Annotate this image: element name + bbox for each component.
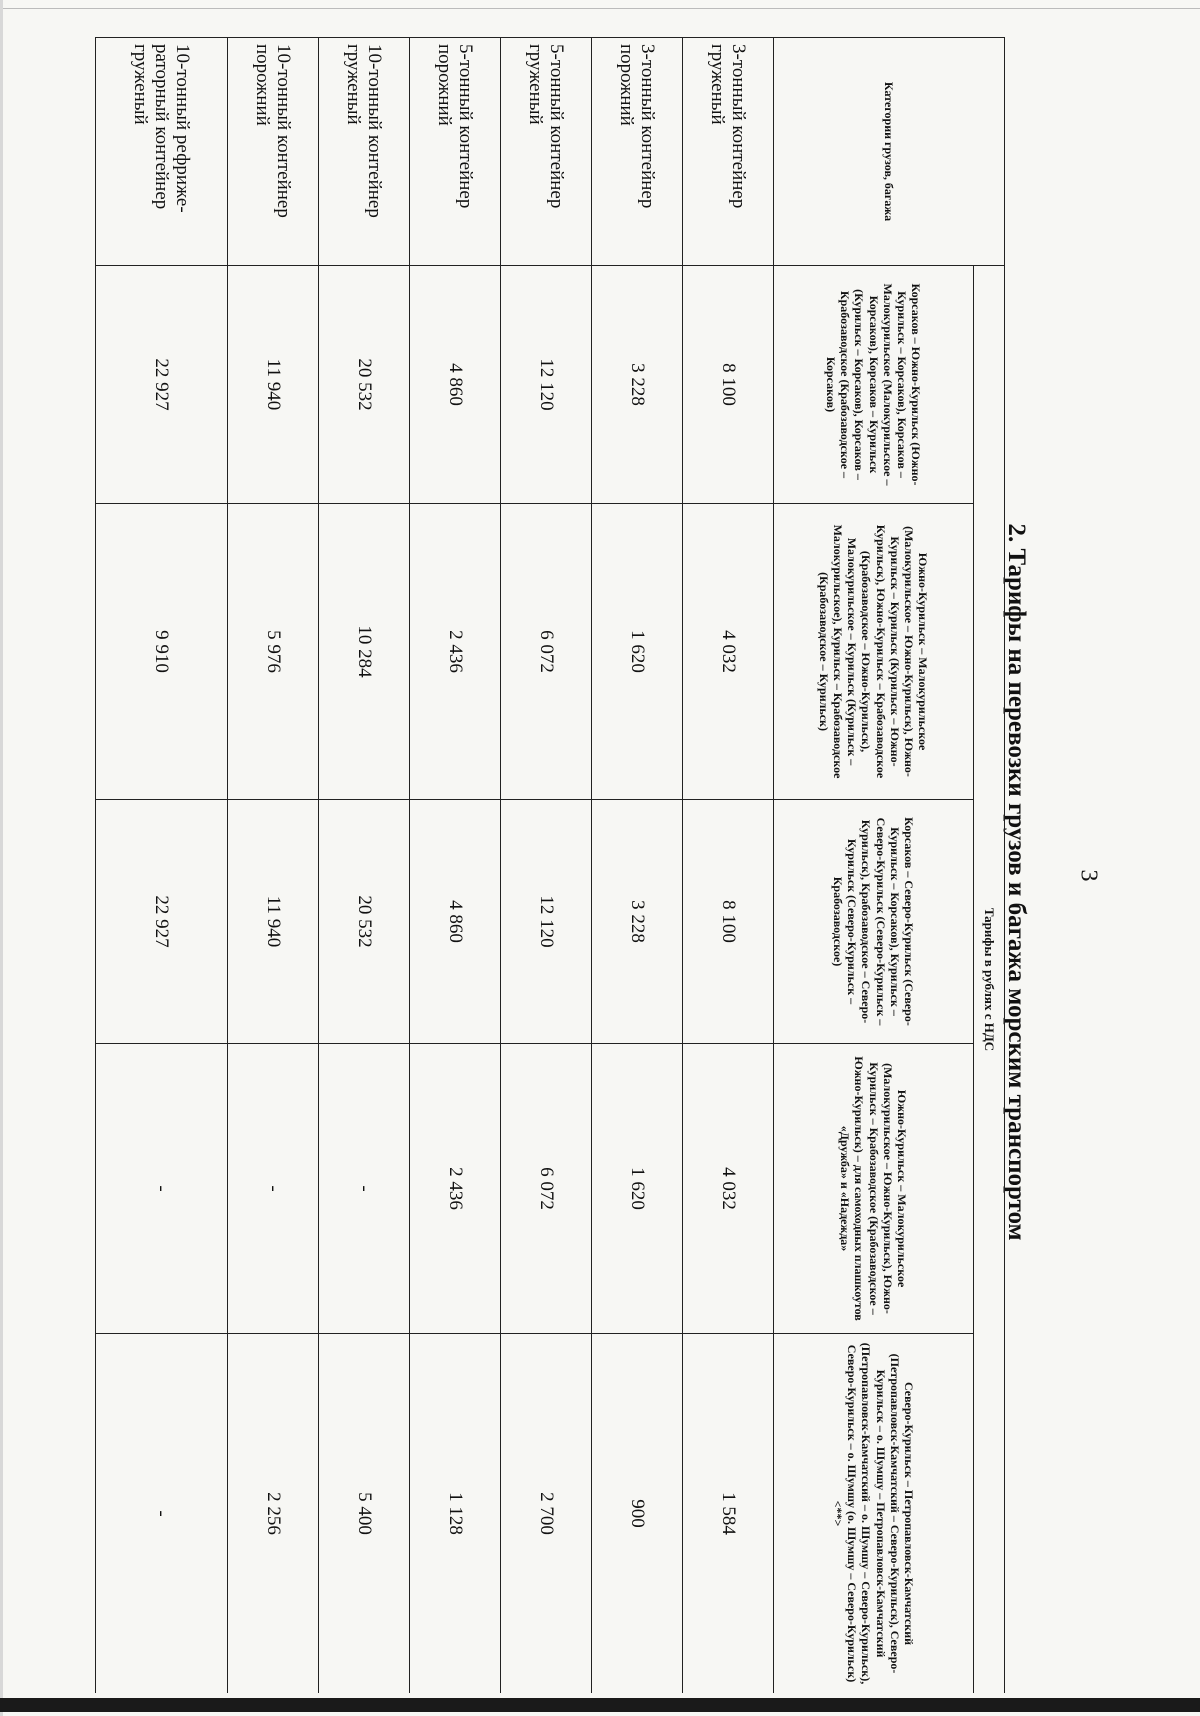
tariff-cell: 22 927 <box>96 266 228 504</box>
tariff-cell: 10 284 <box>318 504 409 800</box>
tariff-table <box>95 37 1005 1693</box>
table-row <box>96 38 228 1694</box>
tariff-cell: 12 120 <box>500 266 591 504</box>
tariff-cell: - <box>96 1334 228 1694</box>
document-title: 2. Тарифы на перевозки грузов и багажа морским транспортом <box>1003 523 1030 1241</box>
tariff-cell: 6 072 <box>500 504 591 800</box>
tariff-cell: 3 228 <box>591 266 682 504</box>
category-cell: 10-тонный контейнер порожний <box>227 38 318 266</box>
tariff-cell: 1 620 <box>591 1044 682 1334</box>
tariff-cell: 5 400 <box>318 1334 409 1694</box>
route-header: Корсаков – Северо-Курильск (Северо-Курильск – Корсаков), Курильск – Северо-Курильск (Северо-Курильск – Курильск), Крабозаводское – Северо-Курильск (Северо-Курильск – Крабозаводское) <box>774 800 974 1044</box>
table-row <box>682 38 773 1694</box>
route-header: Южно-Курильск – Малокурильское (Малокурильское – Южно-Курильск), Южно-Курильск – Крабозаводское (Крабозаводское – Южно-Курильск) – для самоходных плашкоутов «Дружба» и «Надежда» <box>774 1044 974 1334</box>
tariff-cell: 1 620 <box>591 504 682 800</box>
tariff-cell: 4 032 <box>682 504 773 800</box>
tariff-cell: 9 910 <box>96 504 228 800</box>
tariff-cell: 4 860 <box>409 800 500 1044</box>
tariff-cell: 20 532 <box>318 266 409 504</box>
tariff-cell: 2 256 <box>227 1334 318 1694</box>
tariff-cell: - <box>318 1044 409 1334</box>
tariff-cell: 4 860 <box>409 266 500 504</box>
tariff-cell: 1 584 <box>682 1334 773 1694</box>
route-header: Северо-Курильск – Петропавловск-Камчатский (Петропавловск-Камчатский – Северо-Курильск), Северо-Курильск – о. Шумшу – Петропавловск-Камчатский (Петропавловск-Камчатский – о. Шумшу – Северо-Курильск), Северо-Курильск – о. Шумшу (о. Шумшу – Северо-Курильск)<**> <box>774 1334 974 1694</box>
tariff-cell: 2 436 <box>409 504 500 800</box>
table-row <box>409 38 500 1694</box>
tariff-cell: 8 100 <box>682 800 773 1044</box>
tariff-cell: 6 072 <box>500 1044 591 1334</box>
tariff-cell: 2 436 <box>409 1044 500 1334</box>
page-number: 3 <box>1075 869 1102 882</box>
tariff-cell: 22 927 <box>96 800 228 1044</box>
category-cell: 5-тонный контейнер порожний <box>409 38 500 266</box>
tariff-cell: 2 700 <box>500 1334 591 1694</box>
tariff-cell: 3 228 <box>591 800 682 1044</box>
tariff-cell: 1 128 <box>409 1334 500 1694</box>
category-cell: 3-тонный контейнер порожний <box>591 38 682 266</box>
tariff-group-header: Тарифы в рублях с НДС <box>974 266 1005 1694</box>
tariff-cell: 11 940 <box>227 266 318 504</box>
category-header: Категории грузов, багажа <box>774 38 1005 266</box>
tariff-cell: 4 032 <box>682 1044 773 1334</box>
tariff-cell: 5 976 <box>227 504 318 800</box>
table-row <box>591 38 682 1694</box>
category-cell: 3-тонный контейнер груженый <box>682 38 773 266</box>
route-header: Южно-Курильск – Малокурильское (Малокурильское – Южно-Курильск), Южно-Курильск – Курильск (Курильск – Южно-Курильск), Южно-Курильск – Крабозаводское (Крабозаводское – Южно-Курильск), Малокурильское – Курильск (Курильск – Малокурильское), Курильск – Крабозаводское (Крабозаводское – Курильск) <box>774 504 974 800</box>
route-header: Корсаков – Южно-Курильск (Южно-Курильск – Корсаков), Корсаков – Малокурильское (Малокурильское – Корсаков), Корсаков – Курильск (Курильск – Корсаков), Корсаков – Крабозаводское (Крабозаводское – Корсаков) <box>774 266 974 504</box>
tariff-cell: 12 120 <box>500 800 591 1044</box>
table-row <box>500 38 591 1694</box>
tariff-cell: 20 532 <box>318 800 409 1044</box>
tariff-cell: - <box>96 1044 228 1334</box>
tariff-cell: 11 940 <box>227 800 318 1044</box>
tariff-cell: 8 100 <box>682 266 773 504</box>
table-row <box>318 38 409 1694</box>
tariff-table-wrapper <box>95 37 1005 1693</box>
tariff-cell: - <box>227 1044 318 1334</box>
tariff-cell: 900 <box>591 1334 682 1694</box>
category-cell: 5-тонный контейнер груженый <box>500 38 591 266</box>
scan-edge-top <box>0 8 1200 9</box>
table-row <box>227 38 318 1694</box>
scan-edge-left <box>0 0 3 1716</box>
category-cell: 10-тонный рефриже-раторный контейнер груженый <box>96 38 228 266</box>
scan-edge-bottom <box>0 1698 1200 1712</box>
category-cell: 10-тонный контейнер груженый <box>318 38 409 266</box>
